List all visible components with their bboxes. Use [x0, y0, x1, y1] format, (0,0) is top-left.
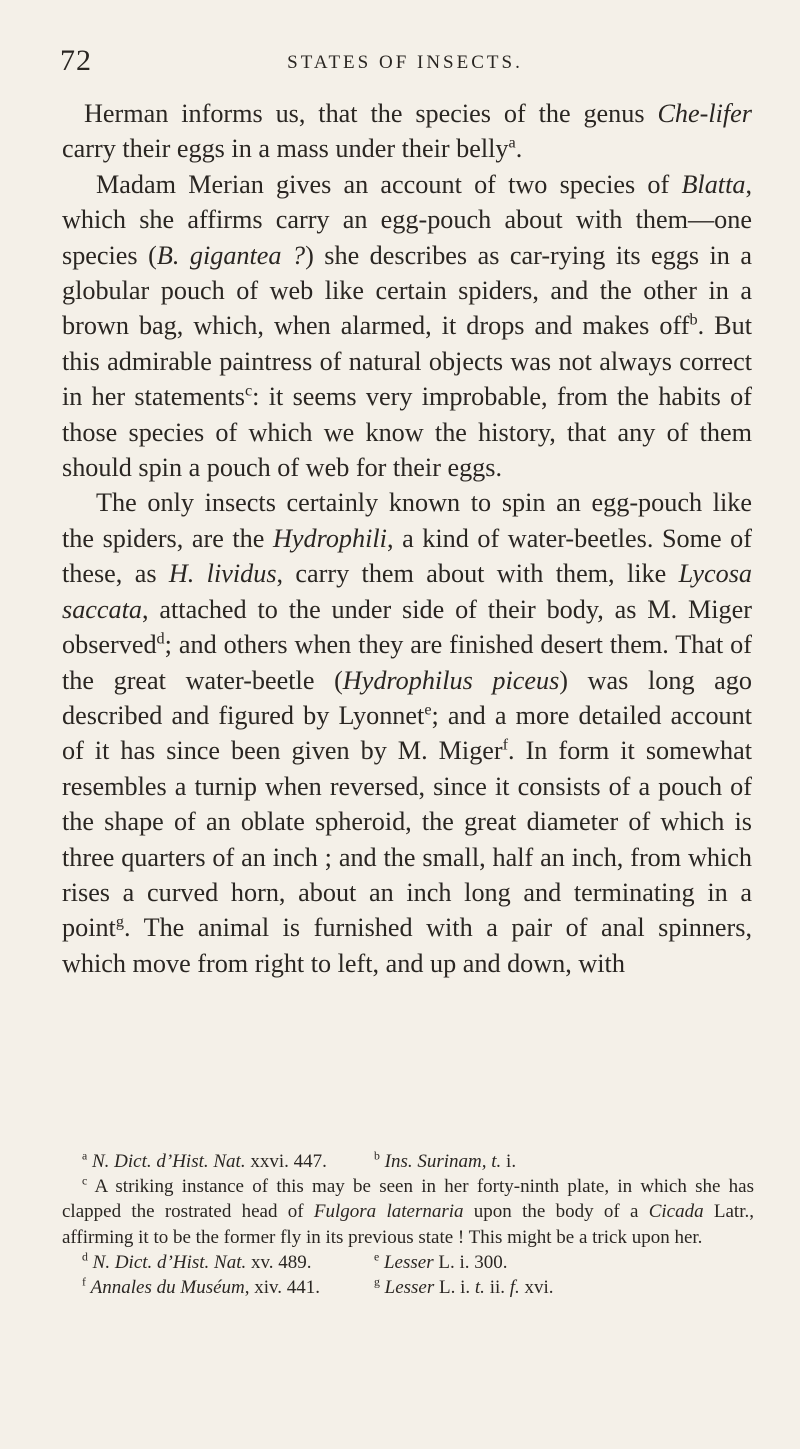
- footnote-row: [62, 1275, 754, 1300]
- footnote-mark: e: [374, 1250, 380, 1264]
- italic-text: N. Dict. d’Hist. Nat.: [91, 1151, 246, 1172]
- footnotes: [62, 1149, 754, 1300]
- italic-text: Lesser: [383, 1251, 434, 1273]
- text-run: , attached to the under side of their body, as M. Miger observed: [62, 594, 752, 660]
- footnote-text: [91, 1277, 320, 1298]
- footnote-mark: d: [82, 1250, 88, 1264]
- text-run: .: [515, 134, 523, 164]
- text-run: xv. 489.: [246, 1251, 312, 1273]
- footnote-mark: a: [82, 1149, 88, 1163]
- footnote-text: [385, 1277, 554, 1298]
- italic-text: N. Dict. d’Hist. Nat.: [92, 1251, 247, 1273]
- text-run: upon the body of a: [463, 1201, 649, 1223]
- text-run: carry their eggs in a mass under their belly: [62, 134, 509, 164]
- italic-text: f.: [509, 1277, 520, 1299]
- footnote-row: [62, 1149, 754, 1174]
- page-header: [60, 44, 750, 84]
- footnote-ref: d: [156, 629, 165, 648]
- running-head: STATES OF INSECTS.: [287, 52, 523, 73]
- footnote-mark: c: [82, 1174, 88, 1188]
- footnote-text: [384, 1252, 508, 1273]
- footnote-e: [374, 1250, 508, 1275]
- italic-text: Annales du Muséum: [90, 1277, 245, 1299]
- text-run: . In form it somewhat resembles a turnip when reversed, since it consists of a pouch of the shape of an oblate spheroid, the great diameter of which is three quarters of an inch ; and the small, half an inch, from which rises a curved horn, about an inch long and terminating in a point: [62, 736, 753, 943]
- footnote-ref: b: [689, 310, 698, 329]
- footnote-text: [92, 1151, 327, 1172]
- text-run: Madam Merian gives an account of two species of: [96, 169, 682, 199]
- text-run: i.: [501, 1151, 517, 1172]
- text-run: ; and a more detailed account of it has since been given by M. Miger: [62, 700, 753, 766]
- text-run: Latr., affirming it to be the former fly in its previous state ! This might be a trick upon her.: [62, 1201, 754, 1248]
- text-run: A striking instance of this may be seen in her forty-ninth plate, in which she has clapped the rostrated head of: [62, 1176, 754, 1223]
- footnote-ref: e: [424, 700, 432, 719]
- footnote-ref: f: [502, 735, 509, 754]
- text-run: ) was long ago described and figured by Lyonnet: [62, 665, 752, 730]
- paragraph: [62, 167, 752, 486]
- italic-text: t.: [474, 1277, 485, 1299]
- footnote-mark: f: [82, 1275, 86, 1289]
- paragraph: [62, 485, 752, 981]
- footnote-d: [62, 1250, 374, 1275]
- italic-text: Cicada: [648, 1201, 704, 1223]
- italic-text: Che-lifer: [657, 99, 752, 128]
- footnote-b: [374, 1149, 516, 1174]
- body-text: [62, 96, 752, 981]
- footnote-text: [93, 1252, 312, 1273]
- italic-text: Hydrophilus piceus: [342, 665, 560, 695]
- text-run: ; and others when they are finished desert them. That of the great water-beetle (: [62, 630, 752, 695]
- footnote-f: [62, 1275, 374, 1300]
- text-run: xxvi. 447.: [245, 1151, 327, 1172]
- italic-text: Lycosa saccata: [62, 559, 752, 624]
- footnote-c: [62, 1174, 754, 1250]
- text-run: ) she describes as car-rying its eggs in a globular pouch of web like certain spiders, and the other in a brown bag, which, when alarmed, it drops and makes off: [62, 240, 752, 341]
- footnote-mark: g: [374, 1275, 380, 1289]
- italic-text: B. gigantea ?: [156, 240, 306, 270]
- text-run: L. i. 300.: [433, 1251, 508, 1273]
- footnote-ref: g: [115, 912, 124, 931]
- text-run: : it seems very improbable, from the habits of those species of which we know the history, that any of them should spin a pouch of web for their eggs.: [62, 382, 752, 483]
- text-run: , carry them about with them, like: [276, 559, 679, 589]
- footnote-text: [385, 1151, 516, 1172]
- footnote-ref: a: [508, 133, 516, 152]
- text-run: , which she affirms carry an egg-pouch about with them—one species (: [62, 169, 752, 270]
- text-run: ii.: [484, 1277, 510, 1299]
- footnote-g: [374, 1275, 554, 1300]
- text-run: L. i.: [434, 1277, 475, 1299]
- page-number: 72: [60, 44, 92, 77]
- italic-text: Ins. Surinam, t.: [384, 1151, 502, 1172]
- paragraph: [62, 96, 752, 167]
- text-run: . But this admirable paintress of natural objects was not always correct in her statements: [62, 311, 753, 412]
- italic-text: Hydrophili: [272, 523, 387, 553]
- italic-text: Blatta: [681, 169, 746, 199]
- italic-text: Fulgora laternaria: [313, 1201, 464, 1223]
- text-run: . The animal is furnished with a pair of anal spinners, which move from right to left, and up and down, with: [62, 913, 752, 978]
- footnote-a: [62, 1149, 374, 1174]
- text-run: xvi.: [519, 1277, 554, 1299]
- text-run: The only insects certainly known to spin an egg-pouch like the spiders, are the: [62, 488, 752, 553]
- footnote-ref: c: [244, 381, 253, 400]
- text-run: Herman informs us, that the species of the genus: [84, 99, 658, 128]
- text-run: , xiv. 441.: [244, 1277, 321, 1299]
- italic-text: H. lividus: [168, 559, 277, 589]
- footnote-text: [62, 1176, 754, 1247]
- italic-text: Lesser: [384, 1277, 435, 1299]
- footnote-row: [62, 1250, 754, 1275]
- text-run: , a kind of water-beetles. Some of these, as: [62, 523, 752, 589]
- footnote-mark: b: [374, 1149, 380, 1163]
